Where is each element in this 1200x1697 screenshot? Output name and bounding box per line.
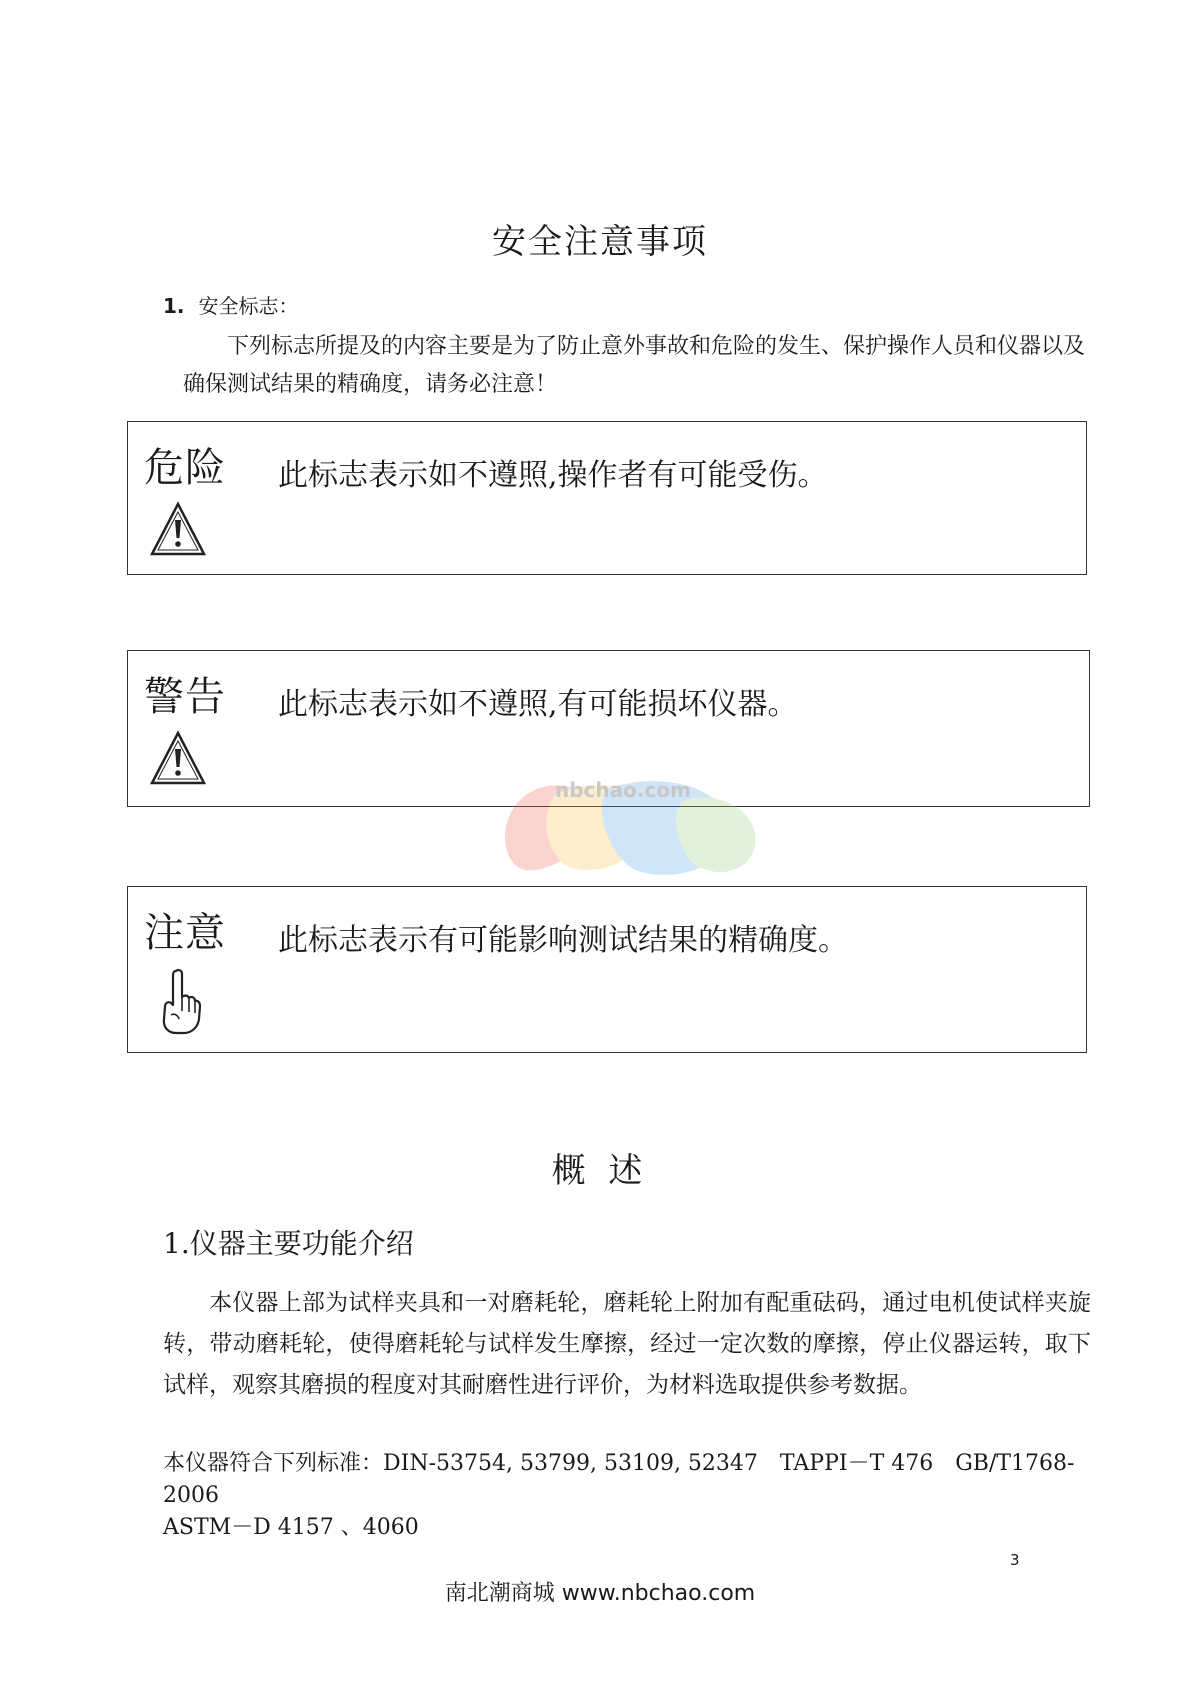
danger-label: 危险 (144, 445, 226, 491)
standards-line-2: ASTM－D 4157 、4060 (163, 1515, 419, 1540)
page-number: 3 (1010, 1551, 1020, 1569)
warning-label: 警告 (144, 674, 226, 720)
watermark-text: nbchao.com (555, 778, 691, 802)
caution-label: 注意 (144, 910, 226, 956)
standards-line-1: 本仪器符合下列标准：DIN-53754, 53799, 53109, 52347 TAPPI－T 476 GB/T1768-2006 (163, 1451, 1075, 1508)
section-heading-text: 安全标志： (198, 294, 299, 318)
overview-title: 概 述 (551, 1151, 649, 1191)
section-heading (163, 290, 299, 319)
warning-triangle-icon (148, 729, 208, 789)
footer-text: 南北潮商城 www.nbchao.com (444, 1581, 756, 1606)
section-number: 1. (163, 294, 185, 318)
function-intro-heading: 1.仪器主要功能介绍 (163, 1227, 414, 1260)
danger-description: 此标志表示如不遵照,操作者有可能受伤。 (278, 458, 828, 493)
caution-notice-box (127, 886, 1087, 1053)
warning-triangle-icon (148, 500, 208, 560)
caution-description: 此标志表示有可能影响测试结果的精确度。 (278, 923, 848, 958)
danger-notice-box (127, 421, 1087, 575)
standards-block (163, 1448, 1093, 1544)
intro-paragraph: 下列标志所提及的内容主要是为了防止意外事故和危险的发生、保护操作人员和仪器以及确保测试结果的精确度，请务必注意！ (183, 334, 1086, 397)
watermark-logo (495, 775, 770, 885)
function-intro-paragraph: 本仪器上部为试样夹具和一对磨耗轮，磨耗轮上附加有配重砝码，通过电机使试样夹旋转，带动磨耗轮，使得磨耗轮与试样发生摩擦，经过一定次数的摩擦，停止仪器运转，取下试样，观察其磨损的程度对其耐磨性进行评价，为材料选取提供参考数据。 (163, 1290, 1091, 1398)
pointing-hand-icon (158, 967, 202, 1037)
page-title: 安全注意事项 (492, 222, 708, 262)
warning-description: 此标志表示如不遵照,有可能损坏仪器。 (278, 687, 798, 722)
